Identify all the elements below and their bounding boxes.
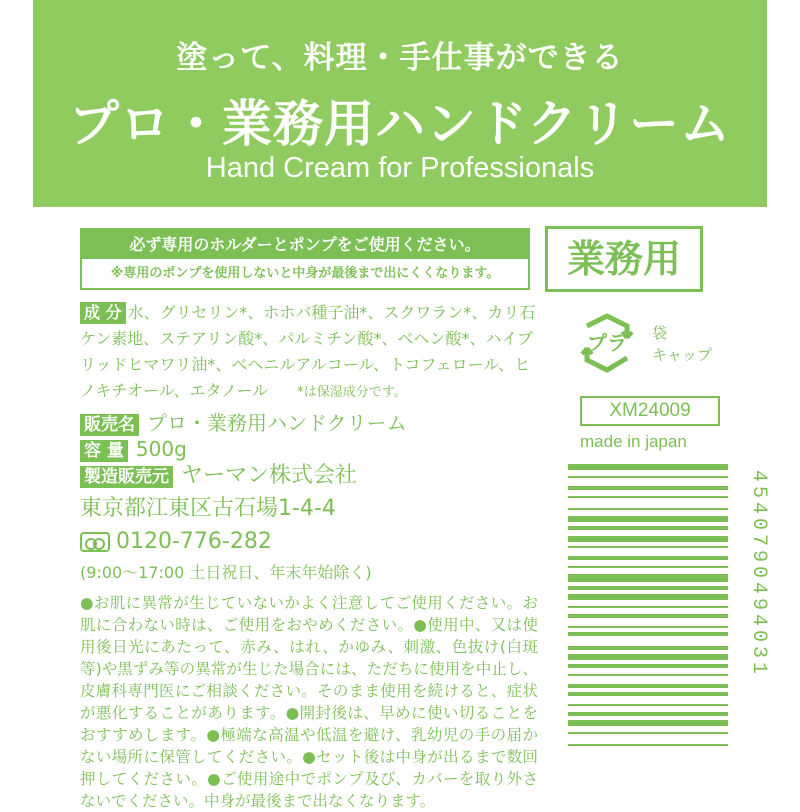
barcode-bar bbox=[568, 732, 728, 734]
barcode-bar bbox=[568, 546, 728, 548]
free-dial-icon bbox=[80, 532, 110, 552]
barcode-bar bbox=[568, 664, 728, 668]
business-use-badge: 業務用 bbox=[545, 226, 703, 292]
barcode-bar bbox=[568, 594, 728, 600]
volume-tag: 容 量 bbox=[80, 440, 128, 462]
ingredients-tag: 成 分 bbox=[80, 302, 126, 324]
barcode-bar bbox=[568, 614, 728, 618]
recycle-label-bag: 袋 bbox=[652, 324, 668, 342]
holder-notice-main: 必ず専用のホルダーとポンプをご使用ください。 bbox=[82, 230, 528, 259]
barcode-bar bbox=[568, 476, 728, 478]
barcode-bar bbox=[568, 574, 728, 582]
product-code: XM24009 bbox=[580, 396, 720, 426]
recycle-mark-text: プラ bbox=[587, 331, 627, 355]
volume-value: 500g bbox=[135, 437, 187, 461]
ingredients-section bbox=[80, 300, 540, 406]
business-hours: (9:00～17:00 土日祝日、年末年始除く) bbox=[80, 563, 372, 582]
made-in-label: made in japan bbox=[580, 432, 687, 451]
maker-name: ヤーマン株式会社 bbox=[181, 463, 358, 488]
product-name-tag: 販売名 bbox=[80, 414, 139, 436]
recycle-label-cap: キャップ bbox=[652, 346, 713, 364]
barcode-bar bbox=[568, 744, 728, 746]
barcode-bar bbox=[568, 712, 728, 716]
product-title: プロ・業務用ハンドクリーム bbox=[69, 95, 731, 153]
barcode-bar bbox=[568, 646, 728, 650]
maker-tag: 製造販売元 bbox=[80, 466, 173, 488]
address: 東京都江東区古石場1-4-4 bbox=[80, 496, 336, 521]
barcode-bar bbox=[568, 486, 728, 490]
phone-number: 0120-776-282 bbox=[116, 529, 272, 554]
barcode-bar bbox=[568, 632, 728, 636]
barcode-bar bbox=[568, 684, 728, 688]
caution-text: ●お肌に異常が生じていないかよく注意してご使用ください。お肌に合わない時は、ご使用をおやめください。●使用中、又は使用後日光にあたって、赤み、はれ、かゆみ、刺激、色抜け(白斑等)や黒ずみ等の異常が生じた場合には、ただちに使用を中止し、皮膚科専門医にご相談ください。そのまま使用を続けると、症状が悪化することがあります。●開封後は、早めに使い切ることをおすすめします。●極端な高温や低温を避け、乳幼児の手の届かない場所に保管してください。●セット後は中身が出るまで数回押してください。●ご使用途中でポンプ及び、カバーを取り外さないでください。中身が最後まで出なくなります。 bbox=[80, 594, 538, 810]
header-banner bbox=[33, 0, 767, 207]
barcode-bar bbox=[568, 674, 728, 676]
barcode-bar bbox=[568, 586, 728, 590]
barcode-bar bbox=[568, 496, 728, 498]
barcode-bar bbox=[568, 536, 728, 542]
barcode-bar bbox=[568, 654, 728, 660]
maker-row bbox=[80, 464, 357, 488]
volume-row bbox=[80, 437, 187, 462]
barcode-bar bbox=[568, 626, 728, 628]
product-title-english: Hand Cream for Professionals bbox=[205, 152, 595, 184]
barcode-bar bbox=[568, 508, 728, 510]
phone-row bbox=[80, 530, 272, 554]
barcode-bar bbox=[568, 516, 728, 522]
barcode-bar bbox=[568, 606, 728, 608]
barcode-bar bbox=[568, 556, 728, 560]
holder-notice-sub: ※専用のポンプを使用しないと中身が最後まで出にくくなります。 bbox=[110, 266, 500, 281]
recycle-mark-icon bbox=[572, 308, 642, 378]
barcode bbox=[568, 462, 728, 800]
header-tagline: 塗って、料理・手仕事ができる bbox=[176, 40, 624, 76]
barcode-bar bbox=[568, 566, 728, 568]
barcode-bar bbox=[568, 464, 728, 470]
barcode-bar bbox=[568, 692, 728, 696]
barcode-number: 4540790494031 bbox=[747, 470, 770, 679]
product-name: プロ・業務用ハンドクリーム bbox=[147, 411, 407, 435]
ingredients-text: 水、グリセリン*、ホホバ種子油*、スクワラン*、カリ石ケン素地、ステアリン酸*、パルミチン酸*、ベヘン酸*、ハイブリッドヒマワリ油*、ベヘニルアルコール、トコフェロール、ヒノキチオール、エタノール bbox=[80, 303, 536, 400]
holder-notice-box bbox=[80, 228, 530, 290]
ingredients-note: *は保湿成分です。 bbox=[297, 385, 407, 400]
product-name-row bbox=[80, 411, 407, 436]
barcode-bar bbox=[568, 720, 728, 726]
barcode-bar bbox=[568, 704, 728, 706]
barcode-bar bbox=[568, 526, 728, 530]
